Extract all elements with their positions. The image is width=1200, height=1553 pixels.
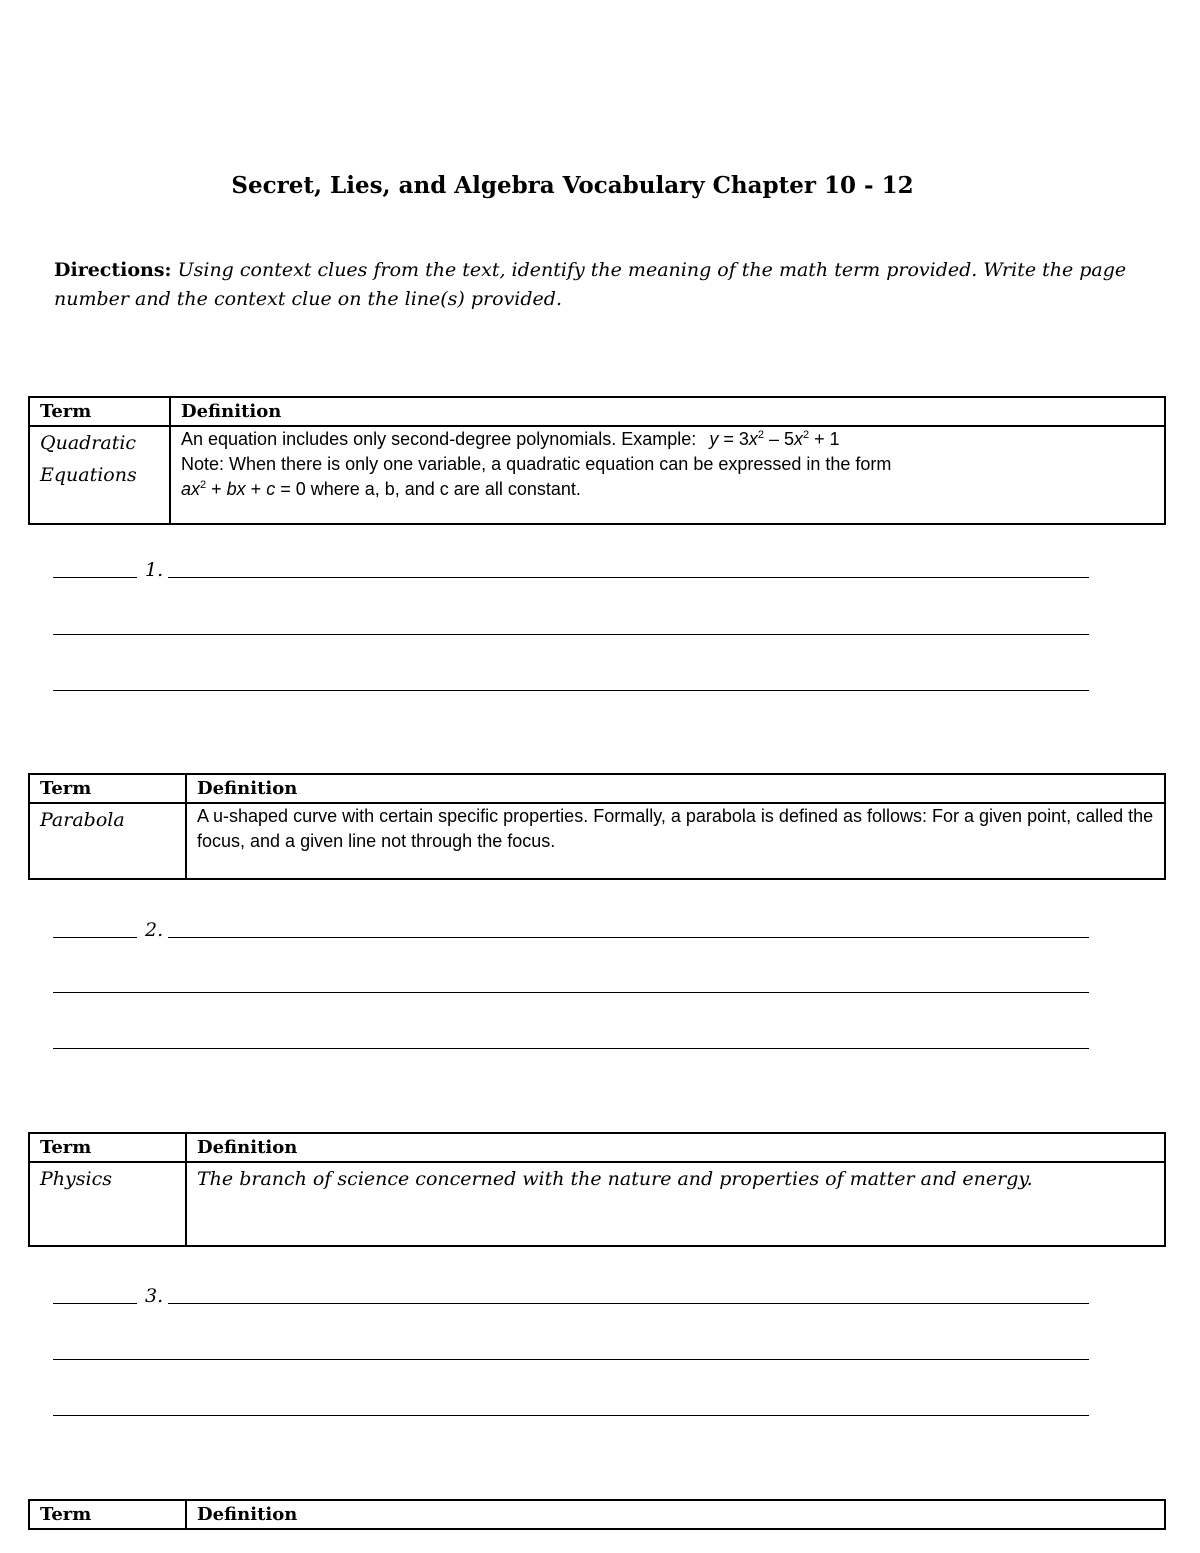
definition-header: Definition [186,774,1165,803]
definition-line [181,427,1154,452]
example-equation: $y = 3x^2 - 5x^2 + 1$ [709,429,840,449]
term-cell: Physics [29,1162,186,1246]
answer-blank[interactable] [53,991,1089,993]
answer-line-3[interactable] [53,1280,1089,1307]
term-header: Term [29,1500,186,1529]
definition-cell: A u-shaped curve with certain specific properties. Formally, a parabola is defined as follows: For a given point, called the focus, and a given line not through the focus. [186,803,1165,879]
answer-blank[interactable] [53,1414,1089,1416]
term-header: Term [29,774,186,803]
definition-header: Definition [170,397,1165,426]
term-text-line1: Quadratic [40,432,137,454]
definition-header: Definition [186,1133,1165,1162]
term-text-line2: Equations [40,464,137,486]
definition-header: Definition [186,1500,1165,1529]
page-number-blank[interactable] [53,1302,137,1304]
answer-line-3b[interactable] [53,1336,1089,1360]
directions-label: Directions: [54,259,172,281]
answer-line-1[interactable] [53,554,1089,581]
answer-line-2b[interactable] [53,969,1089,993]
answer-line-1c[interactable] [53,667,1089,691]
definition-cell: The branch of science concerned with the nature and properties of matter and energy. [186,1162,1165,1246]
term-header: Term [29,1133,186,1162]
answer-line-3c[interactable] [53,1392,1089,1416]
page-number-blank[interactable] [53,576,137,578]
page-number-blank[interactable] [53,936,137,938]
answer-line-2c[interactable] [53,1025,1089,1049]
answer-blank[interactable] [53,689,1089,691]
page-title: Secret, Lies, and Algebra Vocabulary Chapter 10 - 12 [231,172,914,199]
vocab-table-physics [28,1132,1166,1247]
directions-text: Using context clues from the text, identify the meaning of the math term provided. Write the page number and the context clue on the line(s) provided. [54,259,1127,310]
item-number: 3. [145,1285,164,1307]
item-number: 2. [145,919,164,941]
vocab-table-next [28,1499,1166,1530]
directions [54,256,1144,314]
item-number: 1. [145,559,164,581]
term-cell: Parabola [29,803,186,879]
definition-note: Note: When there is only one variable, a quadratic equation can be expressed in the form [181,454,892,474]
answer-line-1b[interactable] [53,611,1089,635]
vocab-table-parabola [28,773,1166,880]
answer-blank[interactable] [168,936,1089,938]
quadratic-form: $ax^2$ + bx + c = 0 where a, b, and c are all constant. [181,479,581,499]
definition-cell [170,426,1165,524]
answer-blank[interactable] [53,633,1089,635]
answer-blank[interactable] [168,1302,1089,1304]
answer-blank[interactable] [53,1047,1089,1049]
definition-text: An equation includes only second-degree polynomials. Example: [181,429,697,449]
answer-blank[interactable] [53,1358,1089,1360]
answer-blank[interactable] [168,576,1089,578]
answer-line-2[interactable] [53,914,1089,941]
term-header: Term [29,397,170,426]
vocab-table-quadratic [28,396,1166,525]
term-cell [29,426,170,524]
